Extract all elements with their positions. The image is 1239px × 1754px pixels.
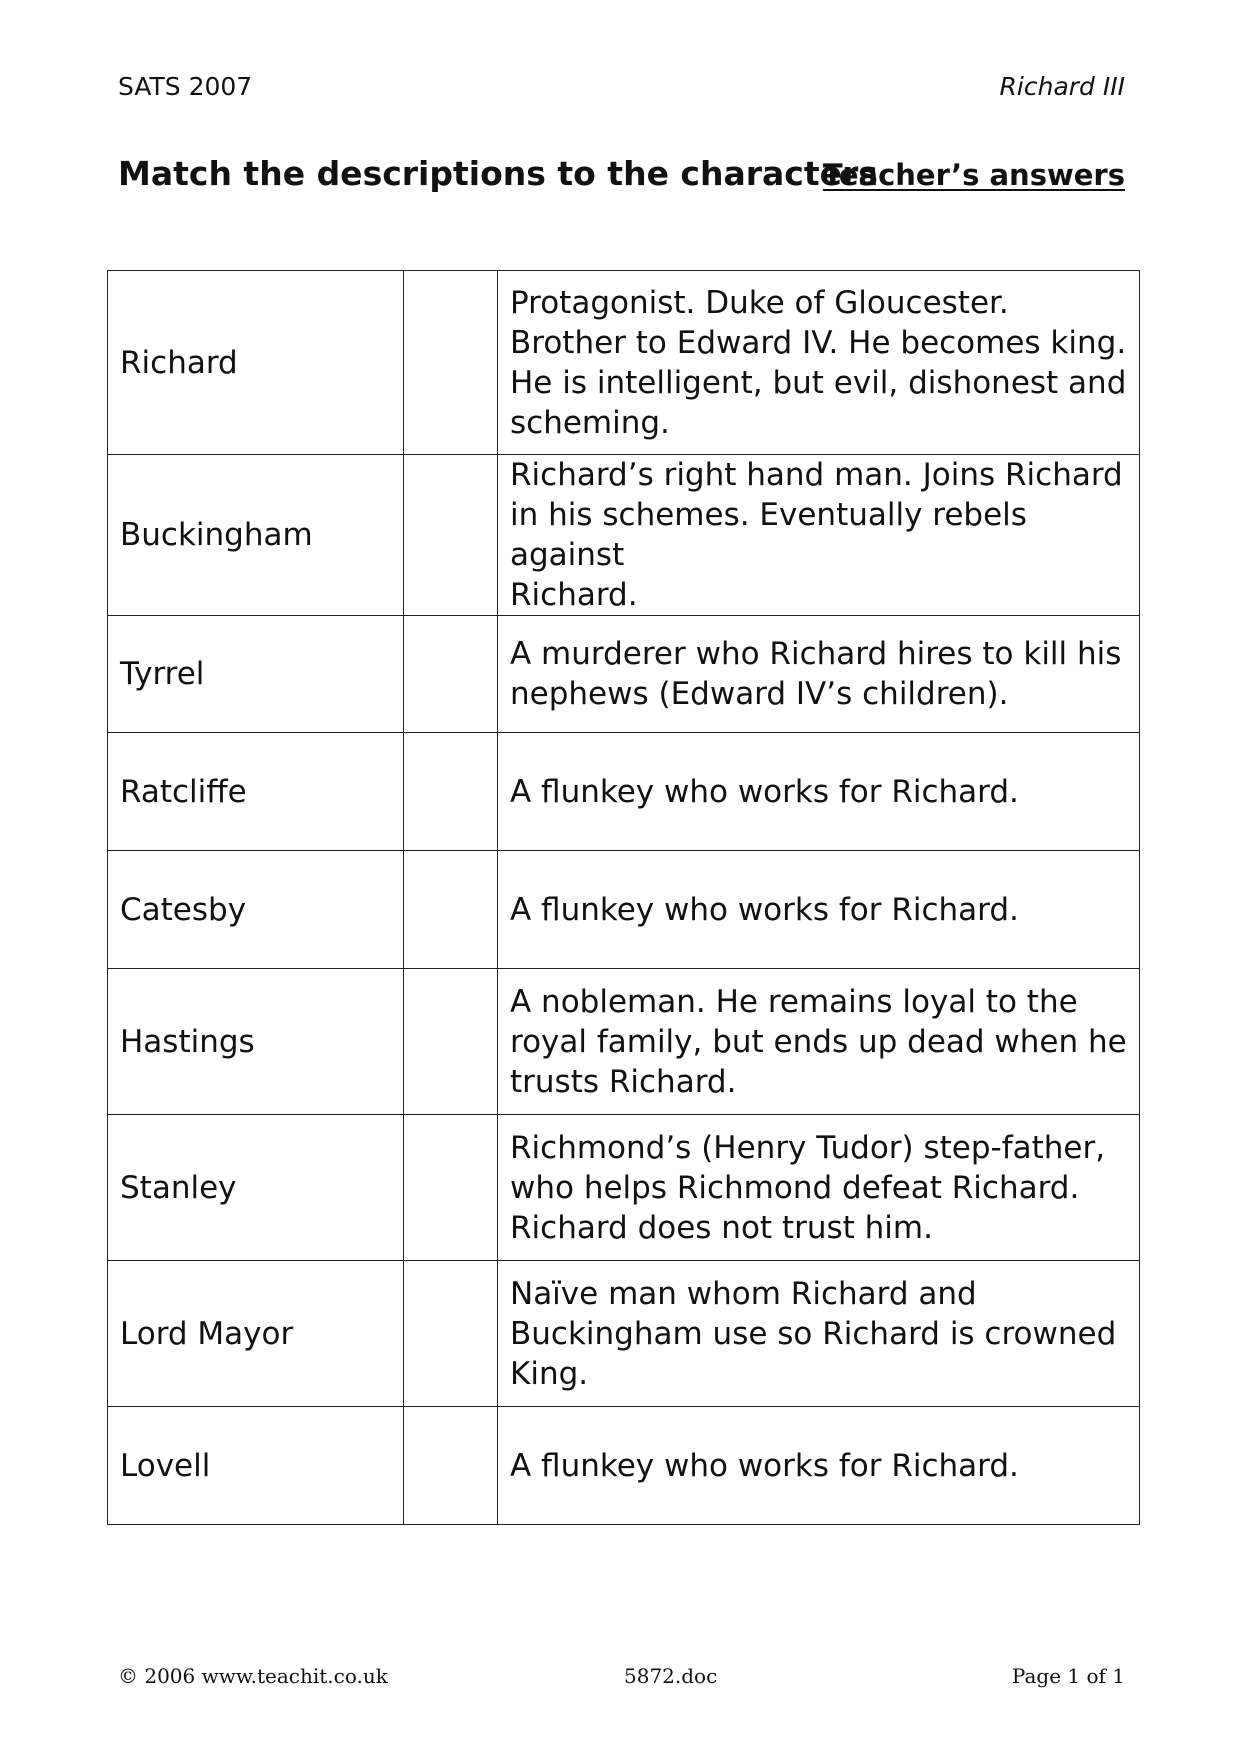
header-play-title: Richard III: [999, 72, 1125, 101]
character-name: Hastings: [108, 969, 404, 1115]
table-row: [108, 969, 1140, 1115]
match-blank-cell: [404, 616, 498, 733]
table-row: [108, 1407, 1140, 1525]
header-exam-label: SATS 2007: [118, 72, 253, 101]
character-description: A flunkey who works for Richard.: [498, 733, 1140, 851]
character-description: Naïve man whom Richard and Buckingham use so Richard is crowned King.: [498, 1261, 1140, 1407]
match-blank-cell: [404, 1407, 498, 1525]
character-name: Stanley: [108, 1115, 404, 1261]
match-blank-cell: [404, 969, 498, 1115]
table-row: [108, 851, 1140, 969]
character-name: Catesby: [108, 851, 404, 969]
character-name: Buckingham: [108, 455, 404, 616]
match-blank-cell: [404, 851, 498, 969]
table-row: [108, 1115, 1140, 1261]
character-name: Richard: [108, 271, 404, 455]
table-row: [108, 733, 1140, 851]
teachers-answers-heading: Teacher’s answers: [822, 158, 1125, 192]
footer-page-number: Page 1 of 1: [1011, 1664, 1125, 1688]
match-blank-cell: [404, 1115, 498, 1261]
match-table: [107, 270, 1140, 1525]
footer-filename: 5872.doc: [624, 1664, 718, 1688]
character-description: A nobleman. He remains loyal to the royal family, but ends up dead when he trusts Richard.: [498, 969, 1140, 1115]
match-blank-cell: [404, 1261, 498, 1407]
page-title: Match the descriptions to the characters: [118, 154, 878, 193]
footer-copyright: © 2006 www.teachit.co.uk: [118, 1664, 388, 1688]
table-row: [108, 455, 1140, 616]
character-description: A flunkey who works for Richard.: [498, 1407, 1140, 1525]
table-row: [108, 616, 1140, 733]
character-description: A murderer who Richard hires to kill his nephews (Edward IV’s children).: [498, 616, 1140, 733]
character-name: Tyrrel: [108, 616, 404, 733]
match-blank-cell: [404, 733, 498, 851]
character-description: Richmond’s (Henry Tudor) step-father, who helps Richmond defeat Richard. Richard does not trust him.: [498, 1115, 1140, 1261]
character-description: Richard’s right hand man. Joins Richard in his schemes. Eventually rebels against Richard.: [498, 455, 1140, 616]
character-name: Lovell: [108, 1407, 404, 1525]
character-name: Lord Mayor: [108, 1261, 404, 1407]
match-blank-cell: [404, 455, 498, 616]
table-row: [108, 1261, 1140, 1407]
match-blank-cell: [404, 271, 498, 455]
table-row: [108, 271, 1140, 455]
character-description: Protagonist. Duke of Gloucester. Brother to Edward IV. He becomes king. He is intelligent, but evil, dishonest and scheming.: [498, 271, 1140, 455]
character-description: A flunkey who works for Richard.: [498, 851, 1140, 969]
character-name: Ratcliffe: [108, 733, 404, 851]
